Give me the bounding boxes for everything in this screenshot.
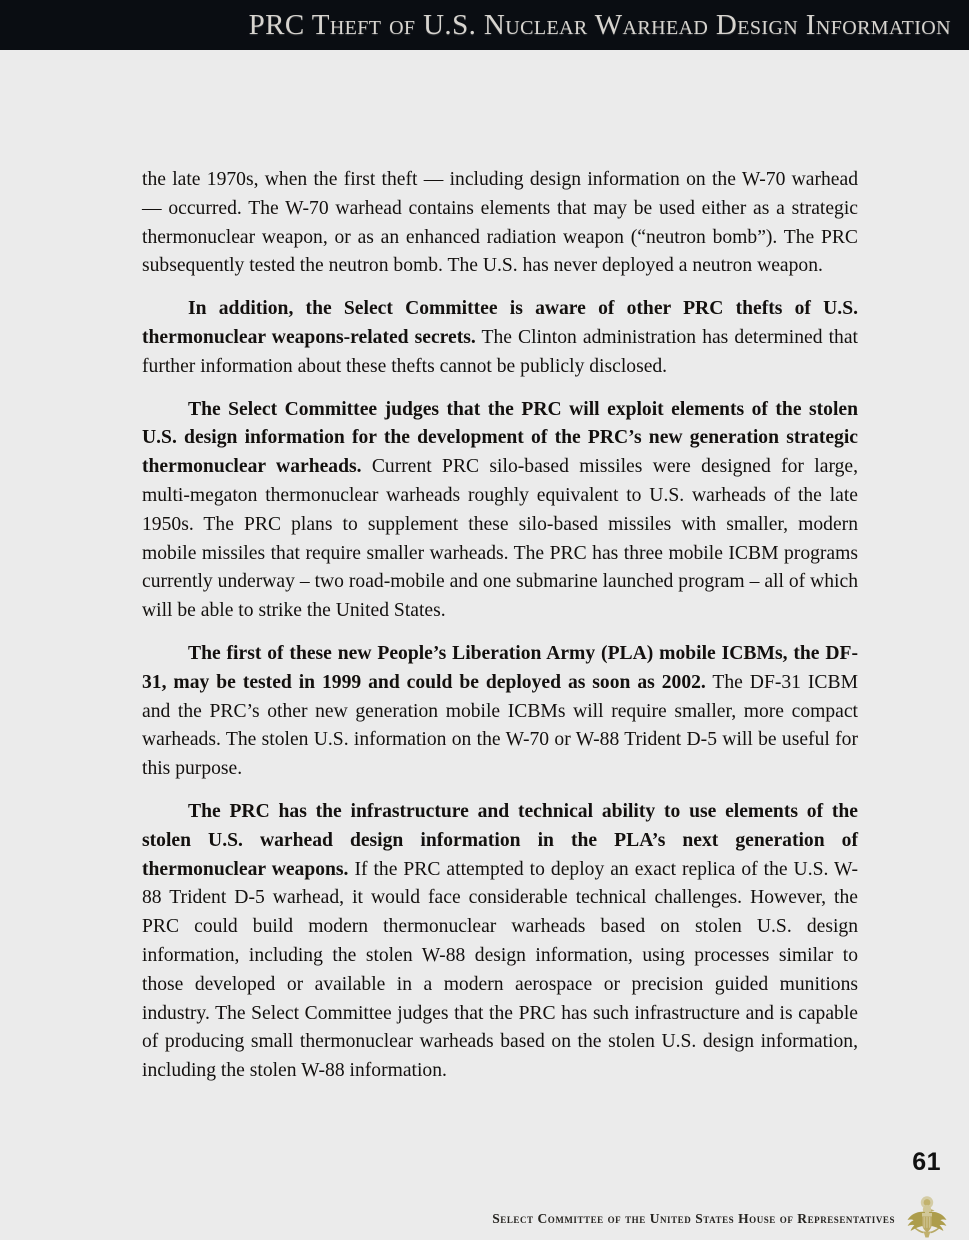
paragraph-lead-bold: In addition, the Select Committee is aware of other PRC thefts of U.S. thermonuclear weapons-related secrets. xyxy=(142,298,858,348)
page-number: 61 xyxy=(912,1148,941,1176)
paragraph-body-text: Current PRC silo-based missiles were designed for large, multi-megaton thermonuclear warheads roughly equivalent to U.S. warheads of the late 1950s. The PRC plans to supplement these silo-based missiles with smaller, modern mobile missiles that require smaller warheads. The PRC has three mobile ICBM programs currently underway – two road-mobile and one submarine launched program – all of which will be able to strike the United States. xyxy=(142,456,859,622)
footer-attribution: Select Committee of the United States House of Representatives xyxy=(492,1211,895,1226)
paragraph-body-text: the late 1970s, when the first theft — including design information on the W-70 warhead — occurred. The W-70 warhead contains elements that may be used either as a strategic thermonuclear weapon, or as an enhanced radiation weapon (“neutron bomb”). The PRC subsequently tested the neutron bomb. The U.S. has never deployed a neutron weapon. xyxy=(142,169,858,277)
paragraph-df31-mobile-icbm xyxy=(142,640,858,784)
paragraph-infrastructure-technical-ability xyxy=(142,798,858,1086)
paragraph-body-text: The Clinton administration has determined that further information about these thefts cannot be publicly disclosed. xyxy=(142,326,858,377)
paragraph-body-text: If the PRC attempted to deploy an exact replica of the U.S. W-88 Trident D-5 warhead, it would face considerable technical challenges. However, the PRC could build modern thermonuclear warheads based on stolen U.S. design information, including the stolen W-88 design information, using processes similar to those developed or available in a modern aerospace or precision guided munitions industry. The Select Committee judges that the PRC has such infrastructure and is capable of producing small thermonuclear warheads based on the stolen U.S. design information, including the stolen W-88 information. xyxy=(142,858,858,1082)
paragraph-lead-bold: The PRC has the infrastructure and technical ability to use elements of the stolen U.S. warhead design information in the PLA’s next generation of thermonuclear weapons. xyxy=(142,800,858,880)
paragraph-lead-bold: The first of these new People’s Liberation Army (PLA) mobile ICBMs, the DF-31, may be tested in 1999 and could be deployed as soon as 2002. xyxy=(142,642,858,693)
page-footer xyxy=(0,1206,969,1235)
paragraph-body-text: The DF-31 ICBM and the PRC’s other new generation mobile ICBMs will require smaller, more compact warheads. The stolen U.S. information on the W-70 or W-88 Trident D-5 will be useful for this purpose. xyxy=(142,671,858,780)
paragraph-other-prc-thefts xyxy=(142,295,858,381)
eagle-seal-icon xyxy=(901,1194,953,1240)
running-header-banner xyxy=(0,0,969,50)
paragraph-exploit-stolen-design xyxy=(142,396,858,626)
paragraph-lead-bold: The Select Committee judges that the PRC will exploit elements of the stolen U.S. design information for the development of the PRC’s new generation strategic thermonuclear warheads. xyxy=(142,398,858,478)
body-text-column xyxy=(142,166,858,1086)
paragraph-w70-neutron-bomb xyxy=(142,166,858,281)
running-header-title: PRC Theft of U.S. Nuclear Warhead Design Information xyxy=(248,9,951,41)
